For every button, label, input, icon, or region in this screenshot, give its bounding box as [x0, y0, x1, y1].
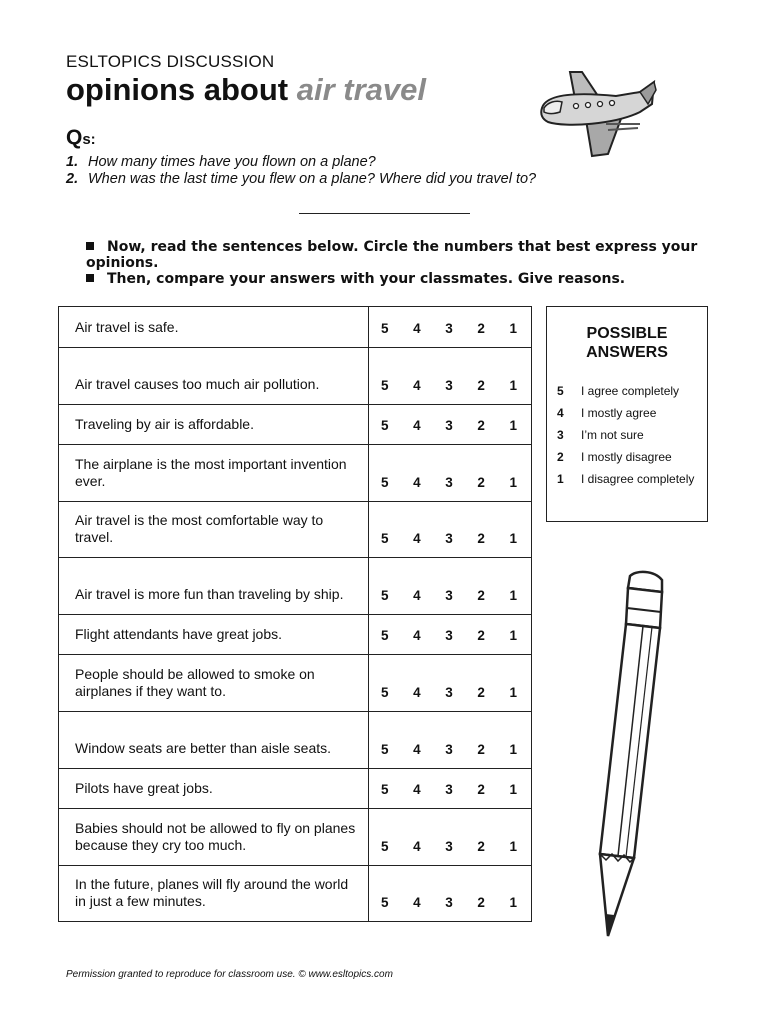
rating-scale	[369, 475, 531, 490]
table-row	[59, 866, 532, 922]
table-row	[59, 445, 532, 502]
rating-option[interactable]: 1	[509, 628, 517, 643]
rating-option[interactable]: 1	[509, 839, 517, 854]
possible-answers-heading	[547, 324, 707, 362]
rating-option[interactable]: 5	[381, 742, 389, 757]
answer-text: I mostly agree	[581, 406, 657, 420]
rating-scale	[369, 588, 531, 603]
rating-scale	[369, 685, 531, 700]
rating-option[interactable]: 2	[477, 782, 485, 797]
answer-item	[557, 446, 707, 468]
rating-cell	[369, 348, 532, 405]
rating-option[interactable]: 3	[445, 839, 453, 854]
rating-option[interactable]: 3	[445, 685, 453, 700]
page-title	[66, 72, 426, 108]
rating-scale	[369, 782, 531, 797]
answers-list	[547, 380, 707, 490]
statement-text: Air travel is the most comfortable way to travel.	[59, 502, 369, 558]
rating-option[interactable]: 2	[477, 742, 485, 757]
rating-option[interactable]: 1	[509, 378, 517, 393]
rating-cell	[369, 445, 532, 502]
statement-text: People should be allowed to smoke on airplanes if they want to.	[59, 655, 369, 712]
statement-text: The airplane is the most important invention ever.	[59, 445, 369, 502]
rating-option[interactable]: 5	[381, 378, 389, 393]
rating-option[interactable]: 5	[381, 588, 389, 603]
rating-scale	[369, 628, 531, 643]
rating-option[interactable]: 2	[477, 588, 485, 603]
heading-line: ANSWERS	[586, 344, 668, 361]
rating-option[interactable]: 4	[413, 321, 421, 336]
rating-option[interactable]: 2	[477, 475, 485, 490]
rating-option[interactable]: 1	[509, 895, 517, 910]
rating-option[interactable]: 5	[381, 628, 389, 643]
answer-key: 4	[557, 406, 564, 420]
square-bullet-icon	[86, 274, 94, 282]
rating-cell	[369, 769, 532, 809]
table-row	[59, 348, 532, 405]
rating-option[interactable]: 4	[413, 742, 421, 757]
rating-option[interactable]: 4	[413, 782, 421, 797]
rating-option[interactable]: 5	[381, 418, 389, 433]
rating-cell	[369, 809, 532, 866]
rating-option[interactable]: 3	[445, 742, 453, 757]
qs-heading	[66, 126, 96, 150]
answer-item	[557, 424, 707, 446]
statement-text: Pilots have great jobs.	[59, 769, 369, 809]
rating-scale	[369, 321, 531, 336]
answer-text: I mostly disagree	[581, 450, 672, 464]
rating-option[interactable]: 1	[509, 742, 517, 757]
statement-text: Flight attendants have great jobs.	[59, 615, 369, 655]
rating-option[interactable]: 1	[509, 321, 517, 336]
rating-option[interactable]: 4	[413, 839, 421, 854]
answer-item	[557, 402, 707, 424]
rating-option[interactable]: 4	[413, 475, 421, 490]
square-bullet-icon	[86, 242, 94, 250]
rating-option[interactable]: 2	[477, 685, 485, 700]
worksheet-kicker: ESLTOPICS DISCUSSION	[66, 52, 275, 71]
possible-answers-box	[546, 306, 708, 522]
rating-option[interactable]: 3	[445, 321, 453, 336]
rating-option[interactable]: 2	[477, 895, 485, 910]
rating-option[interactable]: 3	[445, 588, 453, 603]
statement-text: Babies should not be allowed to fly on planes because they cry too much.	[59, 809, 369, 866]
rating-option[interactable]: 2	[477, 378, 485, 393]
qs-small: s:	[82, 131, 96, 148]
opinion-table	[58, 306, 532, 922]
title-accent: air travel	[296, 72, 427, 107]
rating-option[interactable]: 2	[477, 531, 485, 546]
rating-option[interactable]: 5	[381, 531, 389, 546]
answer-key: 2	[557, 450, 564, 464]
table-row	[59, 307, 532, 348]
question-item	[66, 171, 536, 188]
heading-line: POSSIBLE	[586, 325, 668, 342]
rating-option[interactable]: 4	[413, 895, 421, 910]
question-text: How many times have you flown on a plane?	[88, 154, 376, 170]
rating-option[interactable]: 3	[445, 418, 453, 433]
divider-line	[299, 213, 470, 214]
answer-text: I’m not sure	[581, 428, 644, 442]
instruction-item	[86, 239, 768, 271]
table-row	[59, 615, 532, 655]
instruction-text: Then, compare your answers with your classmates. Give reasons.	[107, 271, 626, 287]
rating-option[interactable]: 4	[413, 588, 421, 603]
rating-option[interactable]: 1	[509, 685, 517, 700]
answer-key: 5	[557, 384, 564, 398]
rating-scale	[369, 418, 531, 433]
question-text: When was the last time you flew on a plane? Where did you travel to?	[88, 171, 537, 187]
instruction-item	[86, 271, 625, 287]
rating-option[interactable]: 5	[381, 685, 389, 700]
statement-text: Air travel is more fun than traveling by ship.	[59, 558, 369, 615]
rating-option[interactable]: 5	[381, 475, 389, 490]
rating-cell	[369, 307, 532, 348]
statement-text: In the future, planes will fly around the world in just a few minutes.	[59, 866, 369, 922]
rating-option[interactable]: 4	[413, 531, 421, 546]
table-row	[59, 558, 532, 615]
rating-option[interactable]: 3	[445, 895, 453, 910]
question-number: 1.	[66, 154, 79, 170]
table-row	[59, 712, 532, 769]
rating-option[interactable]: 4	[413, 685, 421, 700]
answer-text: I disagree completely	[581, 472, 695, 486]
rating-cell	[369, 405, 532, 445]
rating-scale	[369, 742, 531, 757]
rating-scale	[369, 839, 531, 854]
statement-text: Air travel causes too much air pollution.	[59, 348, 369, 405]
rating-option[interactable]: 5	[381, 839, 389, 854]
rating-option[interactable]: 3	[445, 628, 453, 643]
rating-cell	[369, 712, 532, 769]
rating-option[interactable]: 5	[381, 782, 389, 797]
statement-text: Traveling by air is affordable.	[59, 405, 369, 445]
footer-permission: Permission granted to reproduce for classroom use. © www.esltopics.com	[66, 969, 393, 980]
pencil-icon	[590, 568, 680, 940]
question-number: 2.	[66, 171, 79, 187]
rating-option[interactable]: 3	[445, 782, 453, 797]
table-row	[59, 655, 532, 712]
airplane-icon	[536, 64, 660, 160]
table-row	[59, 502, 532, 558]
rating-option[interactable]: 1	[509, 588, 517, 603]
rating-option[interactable]: 1	[509, 475, 517, 490]
answer-item	[557, 380, 707, 402]
rating-option[interactable]: 1	[509, 531, 517, 546]
rating-option[interactable]: 2	[477, 321, 485, 336]
rating-option[interactable]: 1	[509, 782, 517, 797]
rating-option[interactable]: 1	[509, 418, 517, 433]
table-row	[59, 769, 532, 809]
instruction-text: Now, read the sentences below. Circle the numbers that best express your opinions.	[86, 239, 698, 271]
rating-cell	[369, 655, 532, 712]
rating-option[interactable]: 4	[413, 418, 421, 433]
statement-text: Window seats are better than aisle seats.	[59, 712, 369, 769]
rating-option[interactable]: 3	[445, 378, 453, 393]
rating-cell	[369, 615, 532, 655]
rating-option[interactable]: 2	[477, 628, 485, 643]
qs-big: Q	[66, 126, 83, 149]
rating-option[interactable]: 2	[477, 839, 485, 854]
rating-cell	[369, 866, 532, 922]
rating-scale	[369, 895, 531, 910]
rating-option[interactable]: 2	[477, 418, 485, 433]
rating-scale	[369, 531, 531, 546]
rating-option[interactable]: 3	[445, 531, 453, 546]
statement-text: Air travel is safe.	[59, 307, 369, 348]
table-row	[59, 405, 532, 445]
rating-option[interactable]: 5	[381, 895, 389, 910]
answer-text: I agree completely	[581, 384, 680, 398]
rating-option[interactable]: 4	[413, 628, 421, 643]
answer-key: 1	[557, 472, 564, 486]
table-row	[59, 809, 532, 866]
rating-option[interactable]: 3	[445, 475, 453, 490]
answer-item	[557, 468, 707, 490]
warmup-questions	[66, 154, 536, 188]
rating-option[interactable]: 4	[413, 378, 421, 393]
rating-scale	[369, 378, 531, 393]
question-item	[66, 154, 536, 171]
rating-cell	[369, 502, 532, 558]
answer-key: 3	[557, 428, 564, 442]
rating-option[interactable]: 5	[381, 321, 389, 336]
title-main: opinions about	[66, 72, 297, 107]
rating-cell	[369, 558, 532, 615]
